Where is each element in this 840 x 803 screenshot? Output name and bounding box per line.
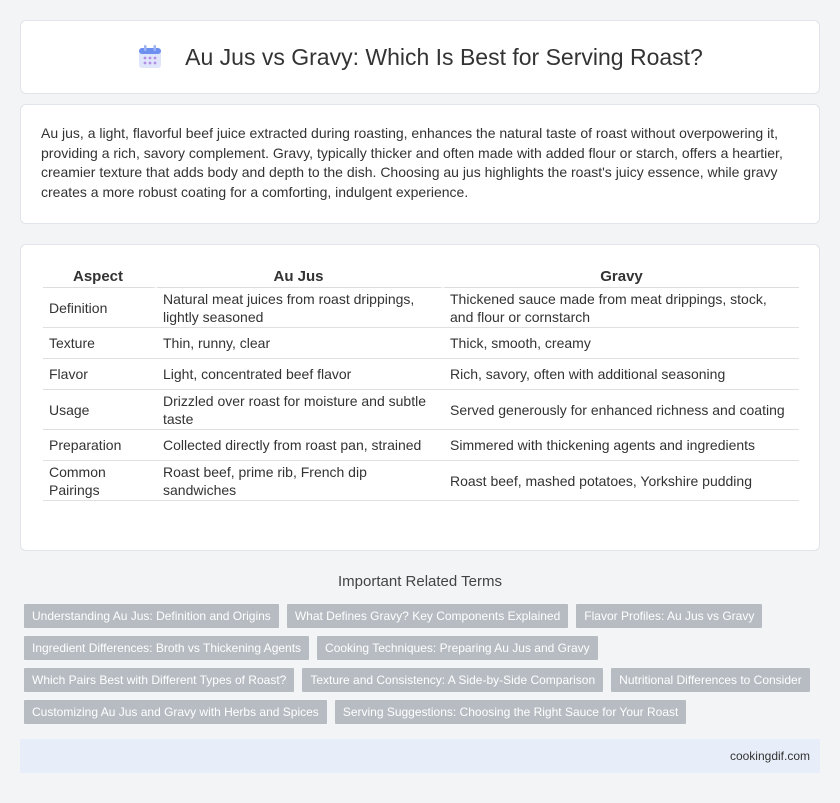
table-row	[43, 359, 799, 390]
footer	[20, 739, 820, 773]
page-title: Au Jus vs Gravy: Which Is Best for Serving Roast?	[185, 43, 703, 70]
related-term-tag[interactable]: Understanding Au Jus: Definition and Origins	[24, 604, 279, 628]
row-aspect: Usage	[43, 390, 157, 430]
row-gravy: Thickened sauce made from meat drippings, stock, and flour or cornstarch	[444, 288, 799, 328]
row-aspect: Common Pairings	[43, 461, 157, 501]
row-aspect: Texture	[43, 328, 157, 359]
related-term-tag[interactable]: Flavor Profiles: Au Jus vs Gravy	[576, 604, 762, 628]
related-term-tag[interactable]: Ingredient Differences: Broth vs Thickening Agents	[24, 636, 309, 660]
row-gravy: Rich, savory, often with additional seasoning	[444, 359, 799, 390]
related-terms-title: Important Related Terms	[338, 573, 502, 590]
column-header-gravy: Gravy	[444, 265, 799, 288]
row-au-jus: Roast beef, prime rib, French dip sandwiches	[157, 461, 444, 501]
row-gravy: Simmered with thickening agents and ingredients	[444, 430, 799, 461]
related-term-tag[interactable]: Customizing Au Jus and Gravy with Herbs and Spices	[24, 700, 327, 724]
related-term-tag[interactable]: What Defines Gravy? Key Components Explained	[287, 604, 568, 628]
row-au-jus: Natural meat juices from roast drippings, lightly seasoned	[157, 288, 444, 328]
comparison-table	[43, 265, 799, 501]
related-term-tag[interactable]: Texture and Consistency: A Side-by-Side Comparison	[302, 668, 603, 692]
row-aspect: Preparation	[43, 430, 157, 461]
calendar-icon	[137, 44, 163, 70]
row-au-jus: Drizzled over roast for moisture and subtle taste	[157, 390, 444, 430]
table-header-row	[43, 265, 799, 288]
row-aspect: Flavor	[43, 359, 157, 390]
header-card	[20, 20, 820, 94]
row-gravy: Roast beef, mashed potatoes, Yorkshire pudding	[444, 461, 799, 501]
row-au-jus: Light, concentrated beef flavor	[157, 359, 444, 390]
footer-site-link[interactable]: cookingdif.com	[729, 749, 810, 763]
row-aspect: Definition	[43, 288, 157, 328]
related-term-tag[interactable]: Nutritional Differences to Consider	[611, 668, 810, 692]
related-term-tag[interactable]: Cooking Techniques: Preparing Au Jus and Gravy	[317, 636, 598, 660]
table-row	[43, 288, 799, 328]
related-term-tag[interactable]: Which Pairs Best with Different Types of Roast?	[24, 668, 294, 692]
row-gravy: Thick, smooth, creamy	[444, 328, 799, 359]
row-au-jus: Collected directly from roast pan, strained	[157, 430, 444, 461]
row-au-jus: Thin, runny, clear	[157, 328, 444, 359]
column-header-aspect: Aspect	[43, 265, 157, 288]
table-row	[43, 390, 799, 430]
intro-card	[20, 104, 820, 224]
comparison-table-card	[20, 244, 820, 551]
table-row	[43, 461, 799, 501]
table-row	[43, 430, 799, 461]
table-row	[43, 328, 799, 359]
intro-paragraph: Au jus, a light, flavorful beef juice extracted during roasting, enhances the natural taste of roast without overpowering it, providing a rich, savory complement. Gravy, typically thicker and often made with added flour or starch, offers a heartier, creamier texture that adds body and depth to the dish. Choosing au jus highlights the roast's juicy essence, while gravy creates a more robust coating for a comforting, indulgent experience.	[41, 125, 783, 200]
related-terms-list	[24, 604, 824, 724]
column-header-au-jus: Au Jus	[157, 265, 444, 288]
related-term-tag[interactable]: Serving Suggestions: Choosing the Right Sauce for Your Roast	[335, 700, 687, 724]
row-gravy: Served generously for enhanced richness and coating	[444, 390, 799, 430]
